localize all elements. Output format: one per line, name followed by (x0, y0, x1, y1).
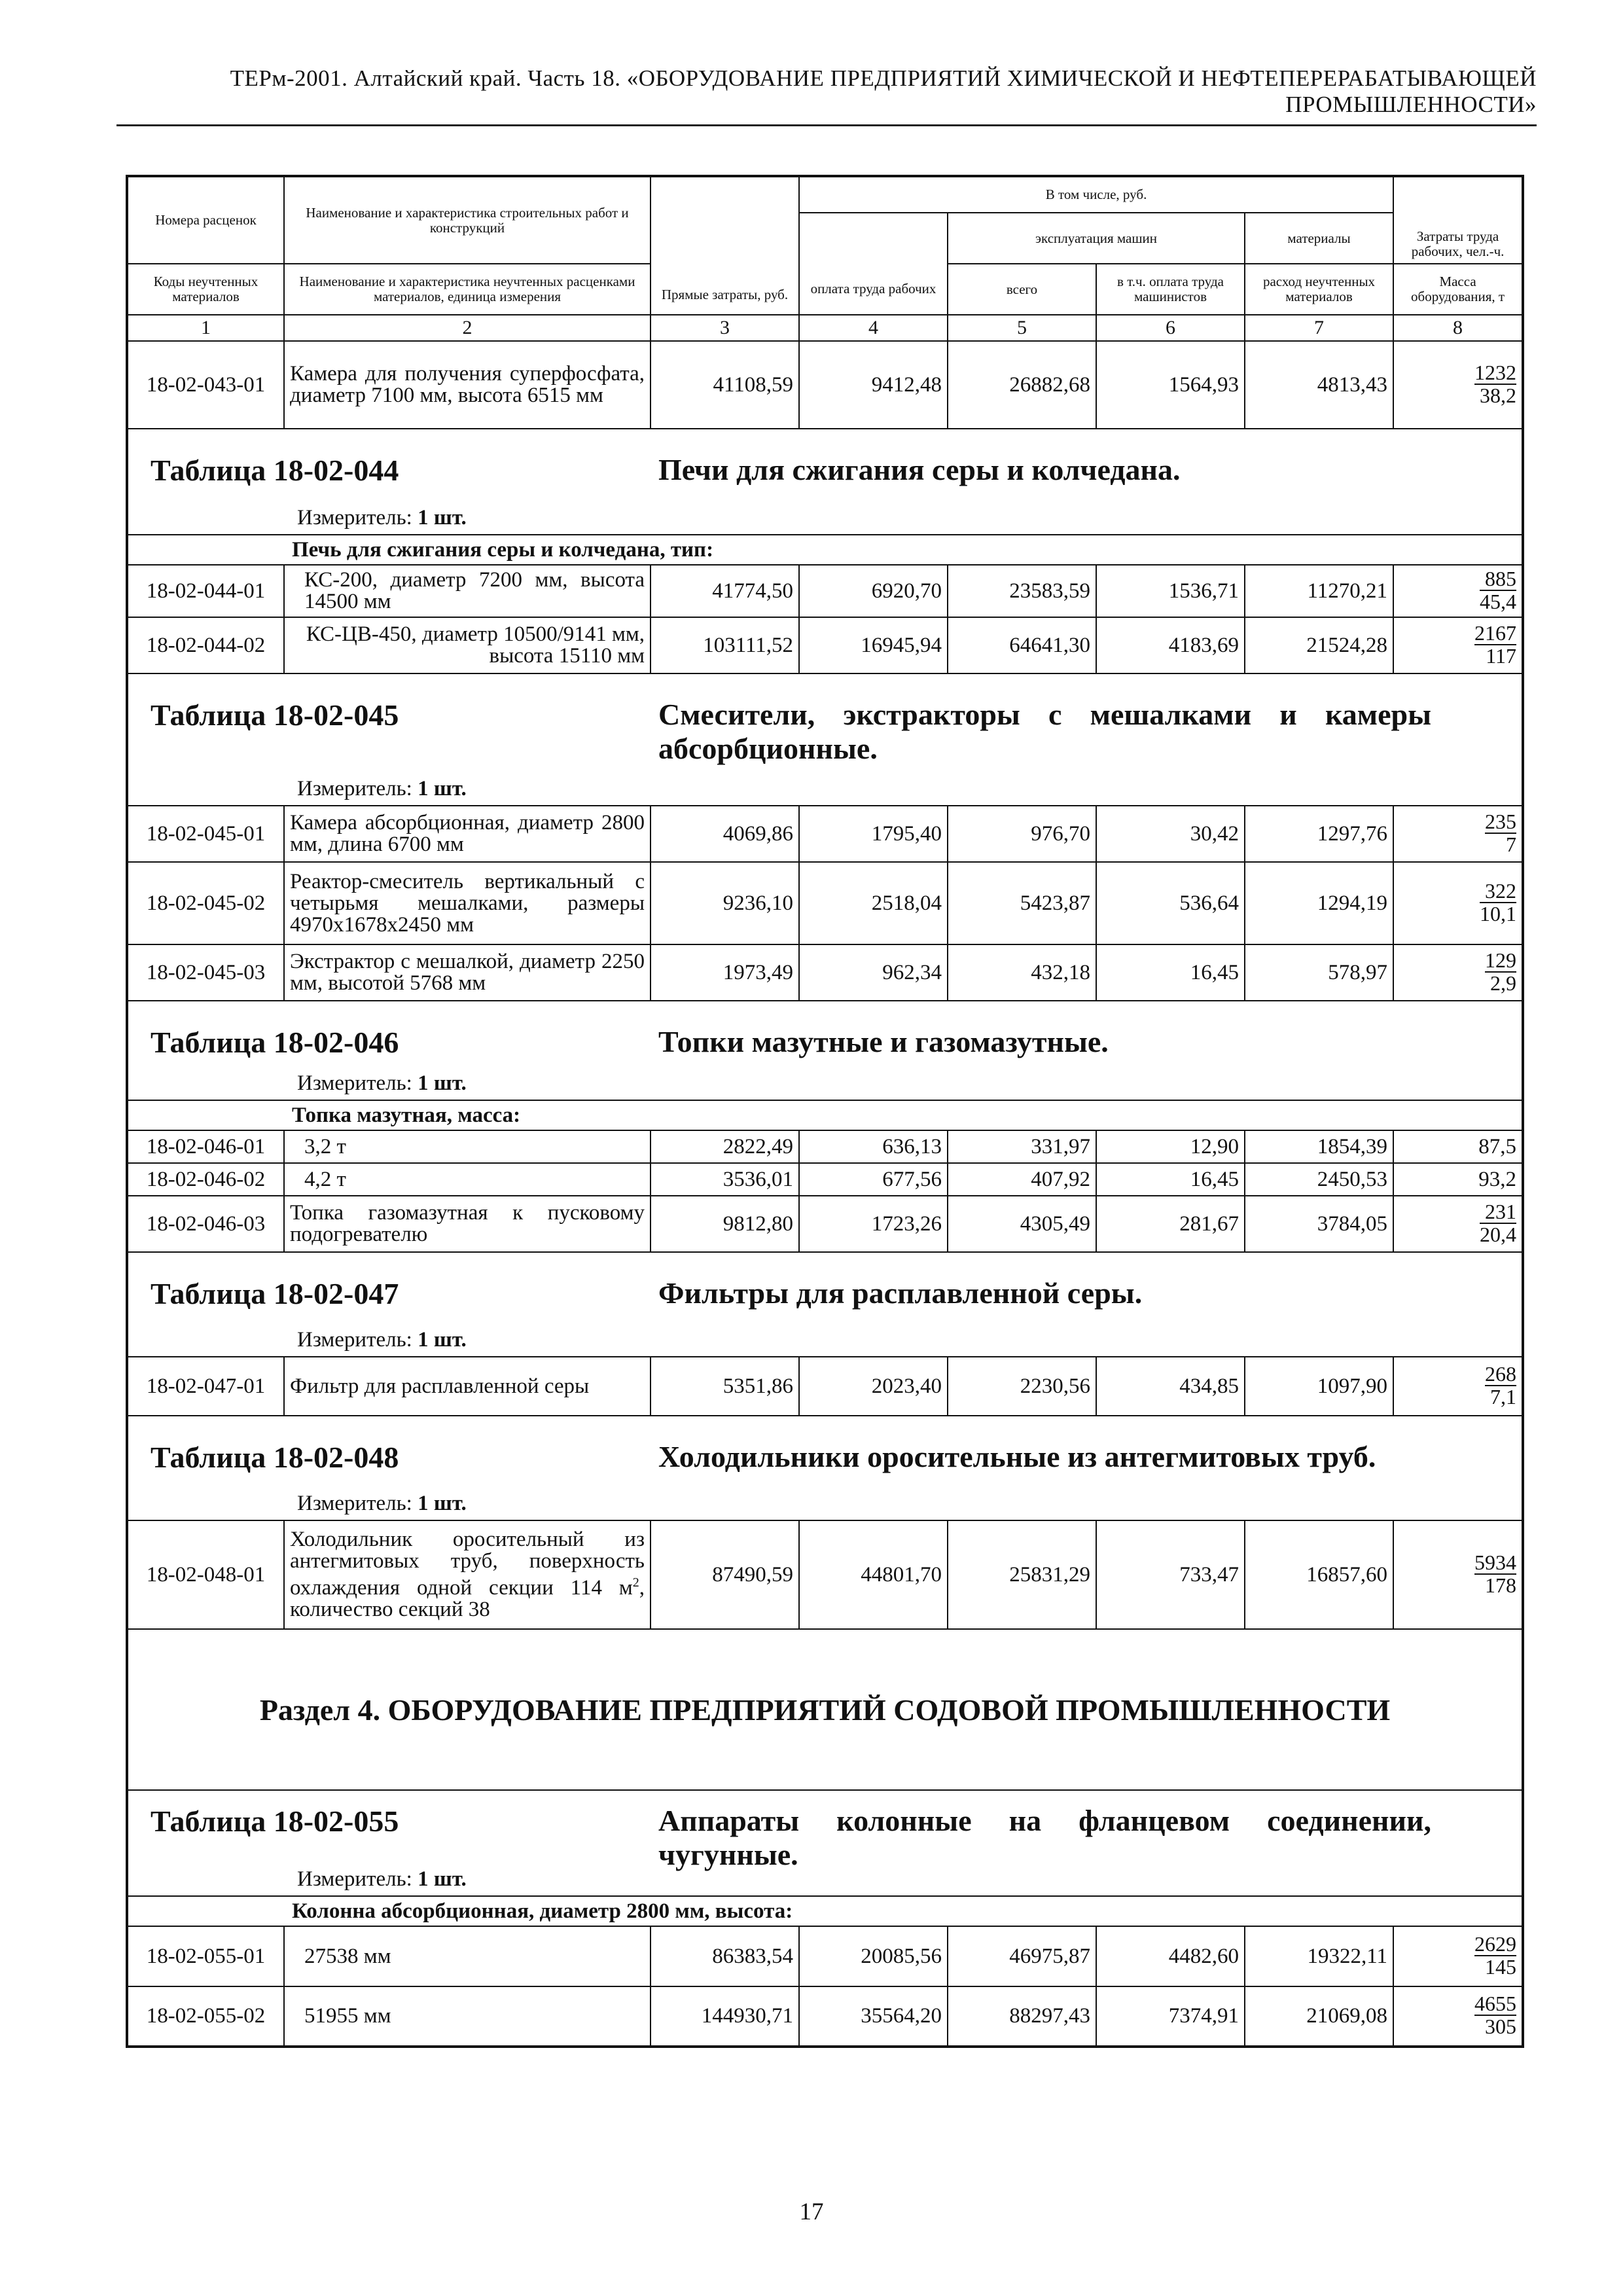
col-header-wages: оплата труда рабочих (799, 264, 948, 315)
wages-cost: 677,56 (799, 1163, 948, 1196)
col-number: 8 (1393, 315, 1523, 341)
wages-cost: 1795,40 (799, 806, 948, 862)
col-number: 5 (948, 315, 1096, 341)
machines-cost: 25831,29 (948, 1520, 1096, 1629)
table-heading (127, 1252, 1523, 1357)
table-number: Таблица 18-02-045 (151, 698, 399, 732)
direct-cost: 41774,50 (651, 565, 799, 617)
direct-cost: 3536,01 (651, 1163, 799, 1196)
machines-cost: 26882,68 (948, 341, 1096, 429)
col-header-incl-wages: в т.ч. оплата труда машинистов (1096, 264, 1245, 315)
col-header-materials: материалы (1245, 213, 1393, 264)
table-title: Фильтры для расплавленной серы. (658, 1276, 1143, 1310)
rate-name: 4,2 т (284, 1163, 651, 1196)
table-title: Печи для сжигания серы и колчедана. (658, 453, 1181, 486)
labor-mass: $\frac{5934}{178}$ (1393, 1520, 1523, 1629)
rate-name: 27538 мм (284, 1926, 651, 1986)
rate-code: 18-02-043-01 (127, 341, 284, 429)
labor-value: 1232 (1474, 360, 1517, 384)
col-number: 1 (127, 315, 284, 341)
labor-mass: $\frac{268}{7,1}$ (1393, 1357, 1523, 1416)
labor-mass: $\frac{129}{2,9}$ (1393, 944, 1523, 1001)
rate-name: 3,2 т (284, 1130, 651, 1163)
rate-name: КС-ЦВ-450, диаметр 10500/9141 мм, высота 15110 мм (284, 617, 651, 673)
materials-cost: 21524,28 (1245, 617, 1393, 673)
machinists-wages: 281,67 (1096, 1196, 1245, 1252)
rate-code: 18-02-046-03 (127, 1196, 284, 1252)
rate-code: 18-02-046-01 (127, 1130, 284, 1163)
table-number: Таблица 18-02-055 (151, 1804, 399, 1838)
table-heading (127, 1416, 1523, 1520)
labor-mass (1393, 341, 1523, 429)
machines-cost: 331,97 (948, 1130, 1096, 1163)
col-number: 2 (284, 315, 651, 341)
labor-mass: $\frac{885}{45,4}$ (1393, 565, 1523, 617)
rate-code: 18-02-048-01 (127, 1520, 284, 1629)
col-number: 6 (1096, 315, 1245, 341)
table-heading (127, 1790, 1523, 1896)
labor-mass: $\frac{2167}{117}$ (1393, 617, 1523, 673)
table-title: Холодильники оросительные из антегмитовых труб. (658, 1440, 1376, 1473)
direct-cost: 9812,80 (651, 1196, 799, 1252)
table-heading (127, 1001, 1523, 1100)
wages-cost: 2518,04 (799, 862, 948, 944)
group-heading: Колонна абсорбционная, диаметр 2800 мм, высота: (127, 1896, 1523, 1926)
materials-cost: 11270,21 (1245, 565, 1393, 617)
machines-cost: 64641,30 (948, 617, 1096, 673)
materials-cost: 19322,11 (1245, 1926, 1393, 1986)
machines-cost: 88297,43 (948, 1986, 1096, 2047)
table-number: Таблица 18-02-044 (151, 454, 399, 487)
materials-cost: 16857,60 (1245, 1520, 1393, 1629)
table-row (127, 565, 1523, 617)
direct-cost: 9236,10 (651, 862, 799, 944)
table-row (127, 806, 1523, 862)
wages-cost: 9412,48 (799, 341, 948, 429)
wages-cost: 16945,94 (799, 617, 948, 673)
machinists-wages: 7374,91 (1096, 1986, 1245, 2047)
direct-cost: 87490,59 (651, 1520, 799, 1629)
materials-cost: 21069,08 (1245, 1986, 1393, 2047)
machinists-wages: 16,45 (1096, 1163, 1245, 1196)
wages-cost: 636,13 (799, 1130, 948, 1163)
table-row (127, 1926, 1523, 1986)
col-header-codes: Коды неучтенных материалов (127, 264, 284, 315)
machines-cost: 432,18 (948, 944, 1096, 1001)
labor-mass: $\frac{4655}{305}$ (1393, 1986, 1523, 2047)
table-number: Таблица 18-02-047 (151, 1277, 399, 1310)
direct-cost: 1973,49 (651, 944, 799, 1001)
direct-cost: 86383,54 (651, 1926, 799, 1986)
rate-name: Камера абсорбционная, диаметр 2800 мм, длина 6700 мм (284, 806, 651, 862)
rate-name: Холодильник оросительный из антегмитовых труб, поверхность охлаждения одной секции 114 $м^2$, количество секций 38 (284, 1520, 651, 1629)
direct-cost: 103111,52 (651, 617, 799, 673)
col-header-rate-no: Номера расценок (127, 176, 284, 264)
measure-unit: Измеритель: 1 шт. (297, 1867, 467, 1891)
wages-cost: 35564,20 (799, 1986, 948, 2047)
table-row (127, 862, 1523, 944)
table-row (127, 1163, 1523, 1196)
rate-name: Топка газомазутная к пусковому подогревателю (284, 1196, 651, 1252)
materials-cost: 2450,53 (1245, 1163, 1393, 1196)
rate-name: Камера для получения суперфосфата, диаметр 7100 мм, высота 6515 мм (284, 341, 651, 429)
table-row (127, 341, 1523, 429)
mass-value: 38,2 (1480, 383, 1517, 407)
machines-cost: 407,92 (948, 1163, 1096, 1196)
table-title: Аппараты колонные на фланцевом соединении, чугунные. (658, 1804, 1432, 1871)
machinists-wages: 4482,60 (1096, 1926, 1245, 1986)
table-row (127, 944, 1523, 1001)
labor-mass: $\frac{231}{20,4}$ (1393, 1196, 1523, 1252)
machinists-wages: 1564,93 (1096, 341, 1245, 429)
machines-cost: 4305,49 (948, 1196, 1096, 1252)
machines-cost: 23583,59 (948, 565, 1096, 617)
machinists-wages: 536,64 (1096, 862, 1245, 944)
col-header-incl: В том числе, руб. (799, 176, 1393, 213)
section-title: Раздел 4. ОБОРУДОВАНИЕ ПРЕДПРИЯТИЙ СОДОВОЙ ПРОМЫШЛЕННОСТИ (127, 1629, 1523, 1790)
machinists-wages: 733,47 (1096, 1520, 1245, 1629)
direct-cost: 144930,71 (651, 1986, 799, 2047)
materials-cost: 1294,19 (1245, 862, 1393, 944)
machinists-wages: 4183,69 (1096, 617, 1245, 673)
labor-mass: $\frac{235}{7}$ (1393, 806, 1523, 862)
col-header-name: Наименование и характеристика строительных работ и конструкций (284, 176, 651, 264)
table-heading (127, 429, 1523, 535)
materials-cost: 578,97 (1245, 944, 1393, 1001)
direct-cost: 4069,86 (651, 806, 799, 862)
rate-name: КС-200, диаметр 7200 мм, высота 14500 мм (284, 565, 651, 617)
machinists-wages: 434,85 (1096, 1357, 1245, 1416)
table-title: Смесители, экстракторы с мешалками и камеры абсорбционные. (658, 698, 1432, 765)
table-row (127, 617, 1523, 673)
materials-cost: 3784,05 (1245, 1196, 1393, 1252)
machines-cost: 2230,56 (948, 1357, 1096, 1416)
rates-table (126, 175, 1524, 2048)
labor-mass: $\frac{322}{10,1}$ (1393, 862, 1523, 944)
machinists-wages: 30,42 (1096, 806, 1245, 862)
page-number: 17 (799, 2198, 824, 2225)
group-heading: Печь для сжигания серы и колчедана, тип: (127, 535, 1523, 565)
machinists-wages: 12,90 (1096, 1130, 1245, 1163)
col-header-name2: Наименование и характеристика неучтенных расценками материалов, единица измерения (284, 264, 651, 315)
col-header-machines: эксплуатация машин (948, 213, 1245, 264)
machines-cost: 976,70 (948, 806, 1096, 862)
measure-unit: Измеритель: 1 шт. (297, 506, 467, 529)
materials-cost: 1854,39 (1245, 1130, 1393, 1163)
running-header (116, 65, 1537, 118)
table-row (127, 1196, 1523, 1252)
col-header-total: всего (948, 264, 1096, 315)
machinists-wages: 16,45 (1096, 944, 1245, 1001)
labor-value: 93,2 (1393, 1163, 1523, 1196)
rate-code: 18-02-046-02 (127, 1163, 284, 1196)
rate-name: Экстрактор с мешалкой, диаметр 2250 мм, высотой 5768 мм (284, 944, 651, 1001)
rate-code: 18-02-045-02 (127, 862, 284, 944)
materials-cost: 4813,43 (1245, 341, 1393, 429)
col-number: 3 (651, 315, 799, 341)
materials-cost: 1097,90 (1245, 1357, 1393, 1416)
col-header-mass: Масса оборудования, т (1393, 264, 1523, 315)
rate-code: 18-02-055-02 (127, 1986, 284, 2047)
header-rule (116, 124, 1537, 126)
machines-cost: 5423,87 (948, 862, 1096, 944)
table-row (127, 1520, 1523, 1629)
table-title: Топки мазутные и газомазутные. (658, 1025, 1109, 1058)
machinists-wages: 1536,71 (1096, 565, 1245, 617)
rate-code: 18-02-044-02 (127, 617, 284, 673)
rate-name: Реактор-смеситель вертикальный с четырьмя мешалками, размеры 4970х1678х2450 мм (284, 862, 651, 944)
machines-cost: 46975,87 (948, 1926, 1096, 1986)
labor-mass: $\frac{2629}{145}$ (1393, 1926, 1523, 1986)
rate-code: 18-02-055-01 (127, 1926, 284, 1986)
rate-code: 18-02-045-03 (127, 944, 284, 1001)
table-heading (127, 673, 1523, 806)
wages-cost: 962,34 (799, 944, 948, 1001)
wages-cost: 1723,26 (799, 1196, 948, 1252)
header-line-1: ТЕРм-2001. Алтайский край. Часть 18. «ОБОРУДОВАНИЕ ПРЕДПРИЯТИЙ ХИМИЧЕСКОЙ И НЕФТЕПЕРЕРАБАТЫВАЮЩЕЙ (230, 65, 1537, 91)
direct-cost: 41108,59 (651, 341, 799, 429)
col-header-direct: Прямые затраты, руб. (651, 176, 799, 315)
measure-unit: Измеритель: 1 шт. (297, 1071, 467, 1095)
col-number: 7 (1245, 315, 1393, 341)
measure-unit: Измеритель: 1 шт. (297, 777, 467, 800)
direct-cost: 5351,86 (651, 1357, 799, 1416)
labor-value: 87,5 (1393, 1130, 1523, 1163)
table-row (127, 1130, 1523, 1163)
group-heading: Топка мазутная, масса: (127, 1100, 1523, 1130)
wages-cost: 6920,70 (799, 565, 948, 617)
rate-code: 18-02-044-01 (127, 565, 284, 617)
measure-unit: Измеритель: 1 шт. (297, 1492, 467, 1515)
wages-cost: 20085,56 (799, 1926, 948, 1986)
header-line-2: ПРОМЫШЛЕННОСТИ» (1285, 92, 1537, 117)
col-header-labor: Затраты труда рабочих, чел.-ч. (1393, 176, 1523, 264)
table-number: Таблица 18-02-048 (151, 1441, 399, 1474)
rate-name: 51955 мм (284, 1986, 651, 2047)
col-header-blank (799, 213, 948, 264)
rate-code: 18-02-047-01 (127, 1357, 284, 1416)
table-row (127, 1357, 1523, 1416)
direct-cost: 2822,49 (651, 1130, 799, 1163)
wages-cost: 2023,40 (799, 1357, 948, 1416)
measure-unit: Измеритель: 1 шт. (297, 1328, 467, 1352)
col-header-consumption: расход неучтенных материалов (1245, 264, 1393, 315)
materials-cost: 1297,76 (1245, 806, 1393, 862)
table-row (127, 1986, 1523, 2047)
wages-cost: 44801,70 (799, 1520, 948, 1629)
rate-code: 18-02-045-01 (127, 806, 284, 862)
rate-name: Фильтр для расплавленной серы (284, 1357, 651, 1416)
table-number: Таблица 18-02-046 (151, 1026, 399, 1059)
col-number: 4 (799, 315, 948, 341)
